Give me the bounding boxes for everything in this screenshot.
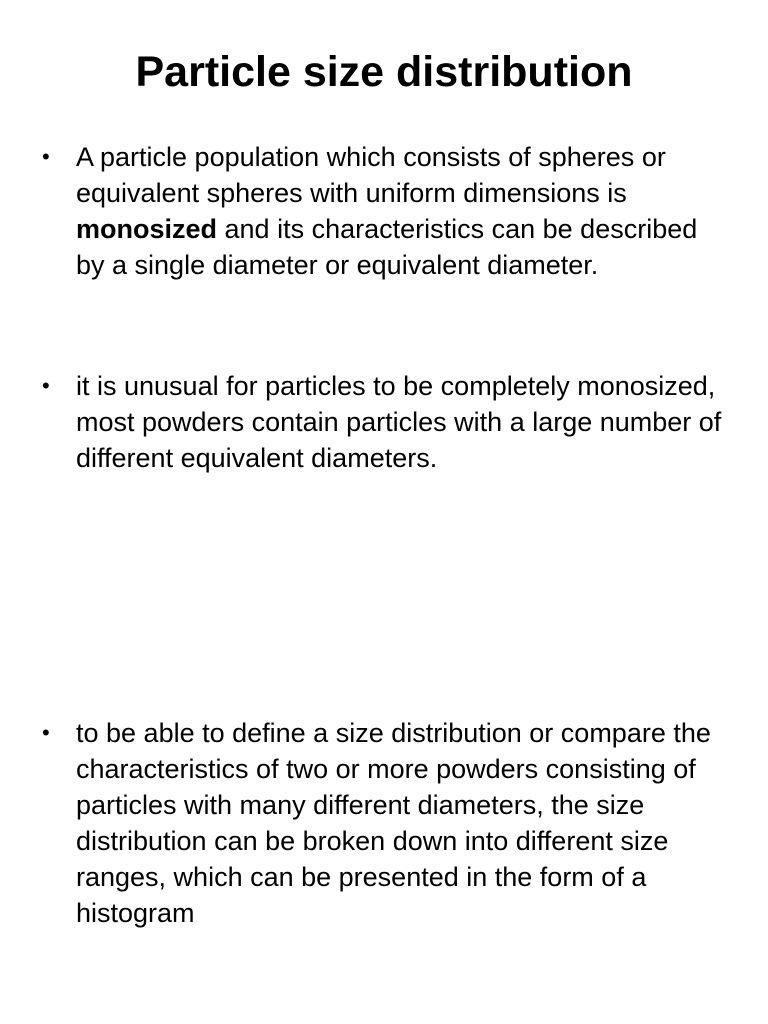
bullet-item-monosized [42, 139, 732, 283]
bullet-bold-term: monosized [76, 214, 218, 244]
bullet-icon: • [42, 373, 50, 398]
bullet-text-part: A particle population which consists of spheres or equivalent spheres with uniform dimensions is [76, 142, 666, 208]
bullet-item-histogram [42, 715, 732, 931]
bullet-text-part: and its characteristics can be described by a single diameter or equivalent diameter. [76, 214, 698, 280]
slide-title: Particle size distribution [135, 48, 633, 96]
bullet-text: to be able to define a size distribution or compare the characteristics of two or more powders consisting of particles with many different diameters, the size distribution can be broken down into different size ranges, which can be presented in the form of a histogram [76, 718, 711, 928]
bullet-icon: • [42, 720, 50, 745]
bullet-item-unusual [42, 368, 732, 476]
bullet-text: it is unusual for particles to be completely monosized, most powders contain particles with a large number of different equivalent diameters. [76, 371, 722, 473]
bullet-icon: • [42, 144, 50, 169]
bullet-text [76, 139, 732, 283]
